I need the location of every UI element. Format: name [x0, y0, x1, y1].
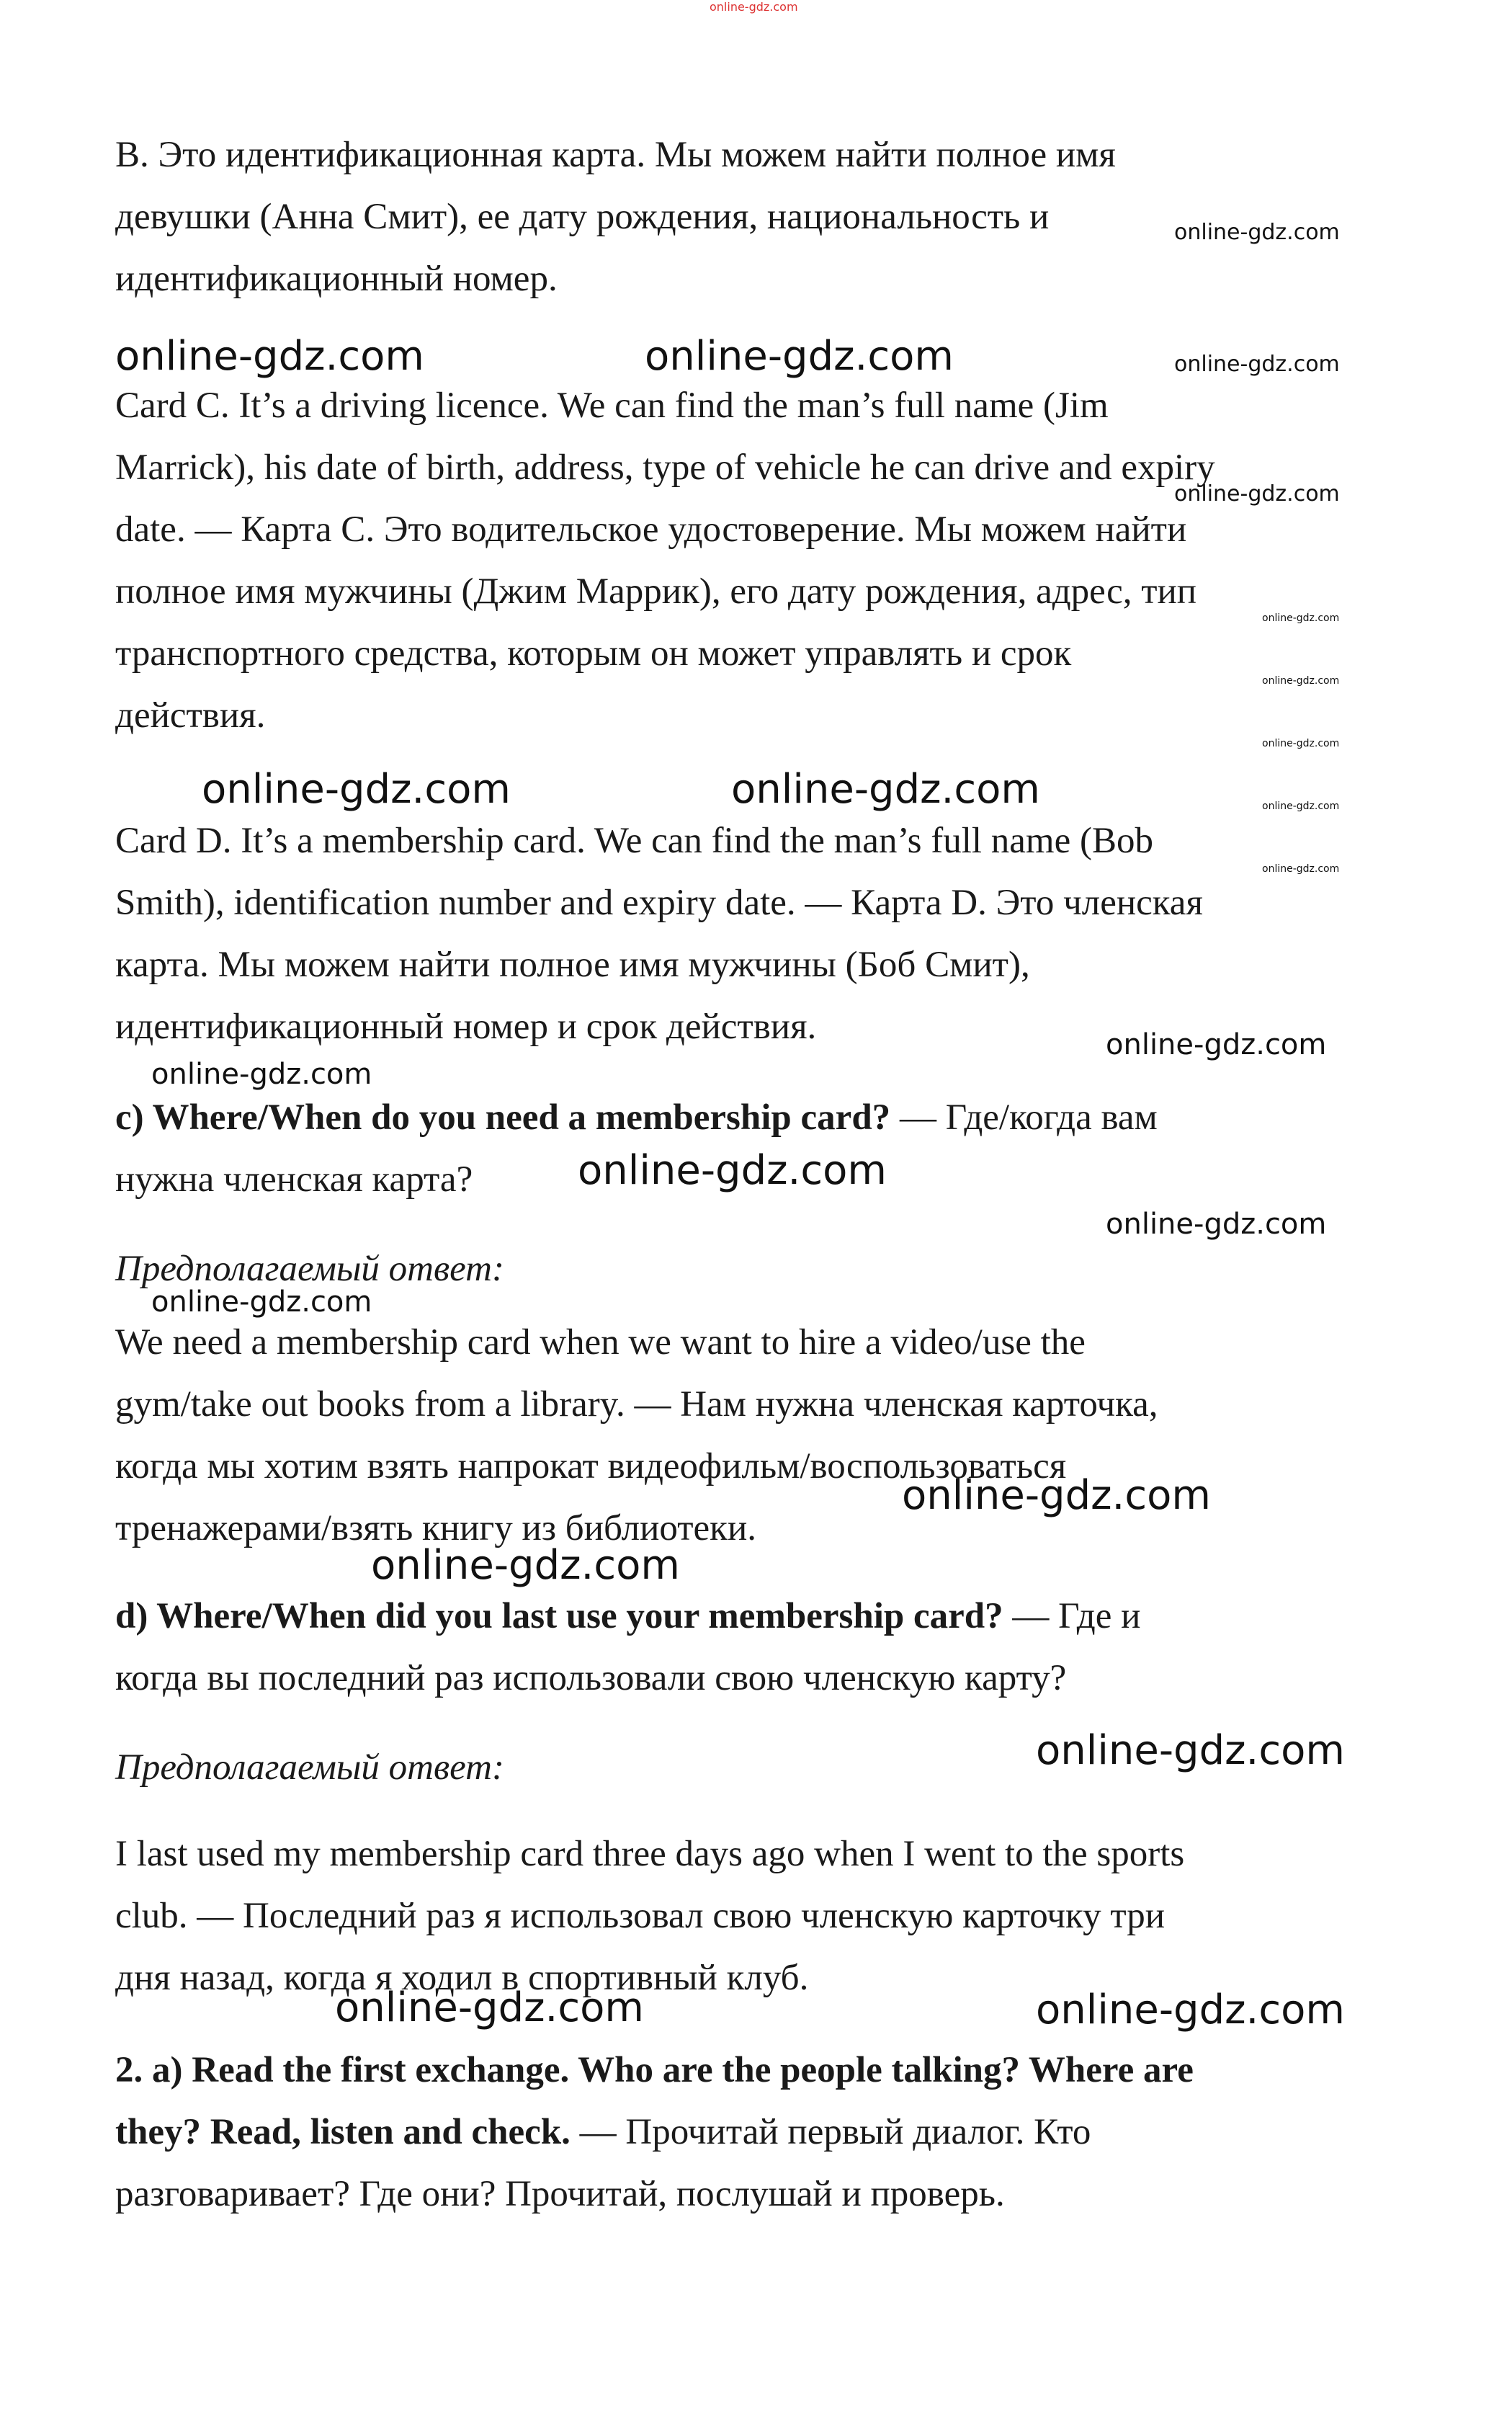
text-line: Card D. It’s a membership card. We can find the man’s full name (Bob: [115, 821, 1153, 861]
watermark: online-gdz.com: [1262, 863, 1340, 875]
watermark: online-gdz.com: [1262, 675, 1340, 687]
watermark: online-gdz.com: [1262, 801, 1340, 812]
watermark: online-gdz.com: [115, 333, 424, 380]
watermark: online-gdz.com: [335, 1984, 644, 2031]
watermark: online-gdz.com: [578, 1147, 887, 1194]
watermark: online-gdz.com: [1174, 220, 1340, 245]
watermark: online-gdz.com: [1036, 1727, 1345, 1774]
text-line: Smith), identification number and expiry date. — Карта D. Это членская: [115, 883, 1203, 923]
text-line: тренажерами/взять книгу из библиотеки.: [115, 1508, 756, 1548]
text-line: club. — Последний раз я использовал свою членскую карточку три: [115, 1896, 1166, 1936]
text-line: карта. Мы можем найти полное имя мужчины (Боб Смит),: [115, 945, 1030, 985]
text-line: транспортного средства, которым он может управлять и срок: [115, 633, 1072, 674]
answer-label: Предполагаемый ответ:: [115, 1747, 504, 1788]
watermark: online-gdz.com: [202, 766, 511, 813]
text-line: идентификационный номер.: [115, 259, 558, 299]
watermark: online-gdz.com: [151, 1285, 372, 1319]
watermark: online-gdz.com: [1262, 738, 1340, 749]
task2-line2: [115, 2101, 1397, 2163]
text-line: I last used my membership card three days ago when I went to the sports: [115, 1834, 1185, 1874]
watermark: online-gdz.com: [1174, 481, 1340, 507]
task2-bold: 2. a) Read the first exchange. Who are the people talking? Where are: [115, 2050, 1194, 2090]
question-d-translation: — Где и: [1003, 1596, 1141, 1636]
watermark: online-gdz.com: [1036, 1987, 1345, 2033]
question-c: [115, 1087, 1397, 1149]
watermark: online-gdz.com: [1106, 1208, 1327, 1241]
answer-label: Предполагаемый ответ:: [115, 1249, 504, 1289]
text-line: Marrick), his date of birth, address, type of vehicle he can drive and expiry: [115, 447, 1215, 488]
watermark: online-gdz.com: [731, 766, 1040, 813]
text-line: We need a membership card when we want to hire a video/use the: [115, 1322, 1086, 1363]
question-d-bold: d) Where/When did you last use your membership card?: [115, 1596, 1003, 1636]
watermark: online-gdz.com: [1174, 352, 1340, 377]
watermark: online-gdz.com: [151, 1058, 372, 1091]
text-line: когда вы последний раз использовали свою членскую карту?: [115, 1658, 1067, 1698]
watermark: online-gdz.com: [902, 1472, 1211, 1519]
text-line: gym/take out books from a library. — Нам нужна членская карточка,: [115, 1384, 1158, 1425]
text-line: полное имя мужчины (Джим Маррик), его дату рождения, адрес, тип: [115, 571, 1197, 612]
question-c-bold: c) Where/When do you need a membership card?: [115, 1097, 891, 1138]
top-watermark: online-gdz.com: [710, 0, 798, 14]
task2-line1: [115, 2039, 1397, 2101]
text-line: date. — Карта С. Это водительское удостоверение. Мы можем найти: [115, 509, 1187, 550]
task2-translation: — Прочитай первый диалог. Кто: [570, 2112, 1091, 2152]
text-line: действия.: [115, 695, 266, 736]
text-line: идентификационный номер и срок действия.: [115, 1007, 817, 1047]
watermark: online-gdz.com: [645, 333, 954, 380]
text-line: девушки (Анна Смит), ее дату рождения, национальность и: [115, 197, 1050, 237]
text-line: B. Это идентификационная карта. Мы можем найти полное имя: [115, 135, 1116, 175]
task2-bold: they? Read, listen and check.: [115, 2112, 571, 2152]
text-line: Card C. It’s a driving licence. We can find the man’s full name (Jim: [115, 385, 1109, 426]
watermark: online-gdz.com: [1262, 612, 1340, 624]
watermark: online-gdz.com: [1106, 1028, 1327, 1061]
question-c-translation: — Где/когда вам: [890, 1097, 1158, 1138]
watermark: online-gdz.com: [371, 1542, 680, 1589]
text-line: когда мы хотим взять напрокат видеофильм/воспользоваться: [115, 1446, 1067, 1486]
question-d: [115, 1585, 1397, 1647]
text-line: дня назад, когда я ходил в спортивный клуб.: [115, 1958, 809, 1998]
text-line: разговаривает? Где они? Прочитай, послушай и проверь.: [115, 2174, 1005, 2214]
text-line: нужна членская карта?: [115, 1159, 473, 1200]
